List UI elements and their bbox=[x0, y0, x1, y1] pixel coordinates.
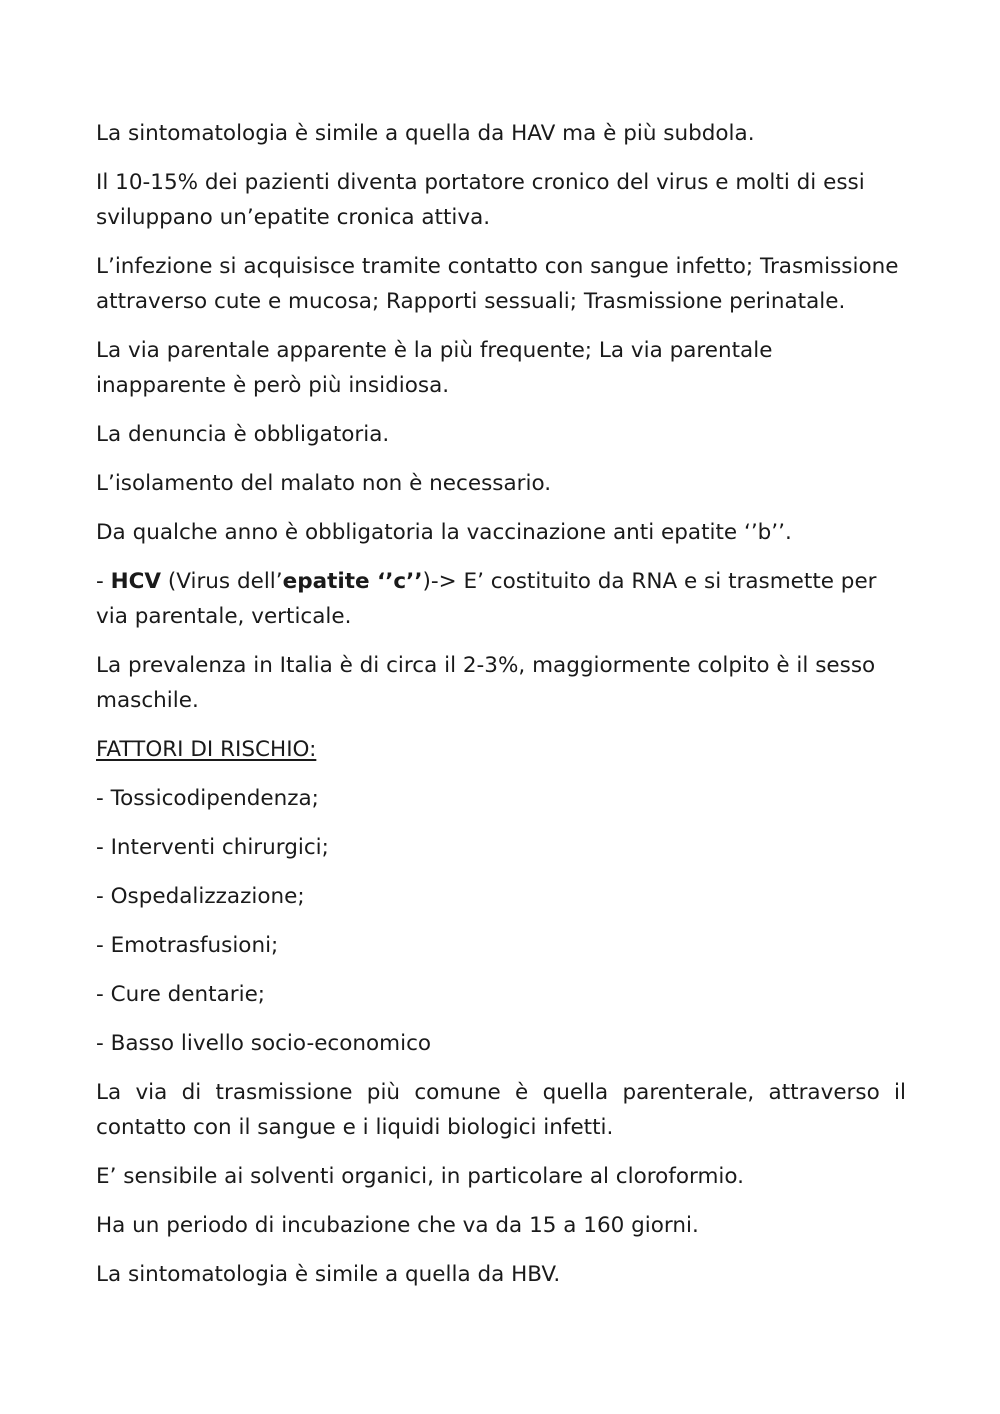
paragraph-sintomatologia-hbv: La sintomatologia è simile a quella da HBV. bbox=[96, 1262, 561, 1287]
paragraph-denuncia: La denuncia è obbligatoria. bbox=[96, 422, 390, 447]
paragraph-sintomatologia-hav: La sintomatologia è simile a quella da HAV ma è più subdola. bbox=[96, 121, 755, 146]
list-item: - Emotrasfusioni; bbox=[96, 933, 279, 958]
paragraph-trasmissione: La via di trasmissione più comune è quella parenterale, attraverso il contatto con il sangue e i liquidi biologici infetti. bbox=[96, 1080, 906, 1140]
hcv-epatite: epatite ‘’c’’ bbox=[282, 569, 423, 594]
paragraph-isolamento: L’isolamento del malato non è necessario. bbox=[96, 471, 552, 496]
paragraph-prevalenza: La prevalenza in Italia è di circa il 2-3%, maggiormente colpito è il sesso maschile. bbox=[96, 653, 876, 713]
paragraph-portatore-cronico: Il 10-15% dei pazienti diventa portatore cronico del virus e molti di essi sviluppano un’epatite cronica attiva. bbox=[96, 170, 865, 230]
hcv-paren-open: (Virus dell’ bbox=[161, 569, 283, 594]
risk-factor-list bbox=[96, 781, 906, 1061]
paragraph-infezione: L’infezione si acquisisce tramite contatto con sangue infetto; Trasmissione attraverso cute e mucosa; Rapporti sessuali; Trasmissione perinatale. bbox=[96, 254, 899, 314]
hcv-name: HCV bbox=[110, 569, 162, 594]
list-item: - Ospedalizzazione; bbox=[96, 884, 305, 909]
document-body bbox=[96, 116, 906, 1306]
paragraph-hcv bbox=[96, 564, 906, 634]
paragraph-vaccinazione: Da qualche anno è obbligatoria la vaccinazione anti epatite ‘’b’’. bbox=[96, 520, 792, 545]
paragraph-via-parentale: La via parentale apparente è la più frequente; La via parentale inapparente è però più insidiosa. bbox=[96, 338, 773, 398]
paragraph-solventi: E’ sensibile ai solventi organici, in particolare al cloroformio. bbox=[96, 1164, 744, 1189]
list-item: - Tossicodipendenza; bbox=[96, 786, 319, 811]
hcv-rest: )-> E’ costituito da RNA e si trasmette per via parentale, verticale. bbox=[96, 569, 877, 629]
list-item: - Cure dentarie; bbox=[96, 982, 266, 1007]
list-item: - Interventi chirurgici; bbox=[96, 835, 329, 860]
hcv-prefix: - bbox=[96, 569, 111, 594]
risk-heading: FATTORI DI RISCHIO: bbox=[96, 737, 317, 762]
paragraph-incubazione: Ha un periodo di incubazione che va da 15 a 160 giorni. bbox=[96, 1213, 699, 1238]
list-item: - Basso livello socio-economico bbox=[96, 1031, 432, 1056]
